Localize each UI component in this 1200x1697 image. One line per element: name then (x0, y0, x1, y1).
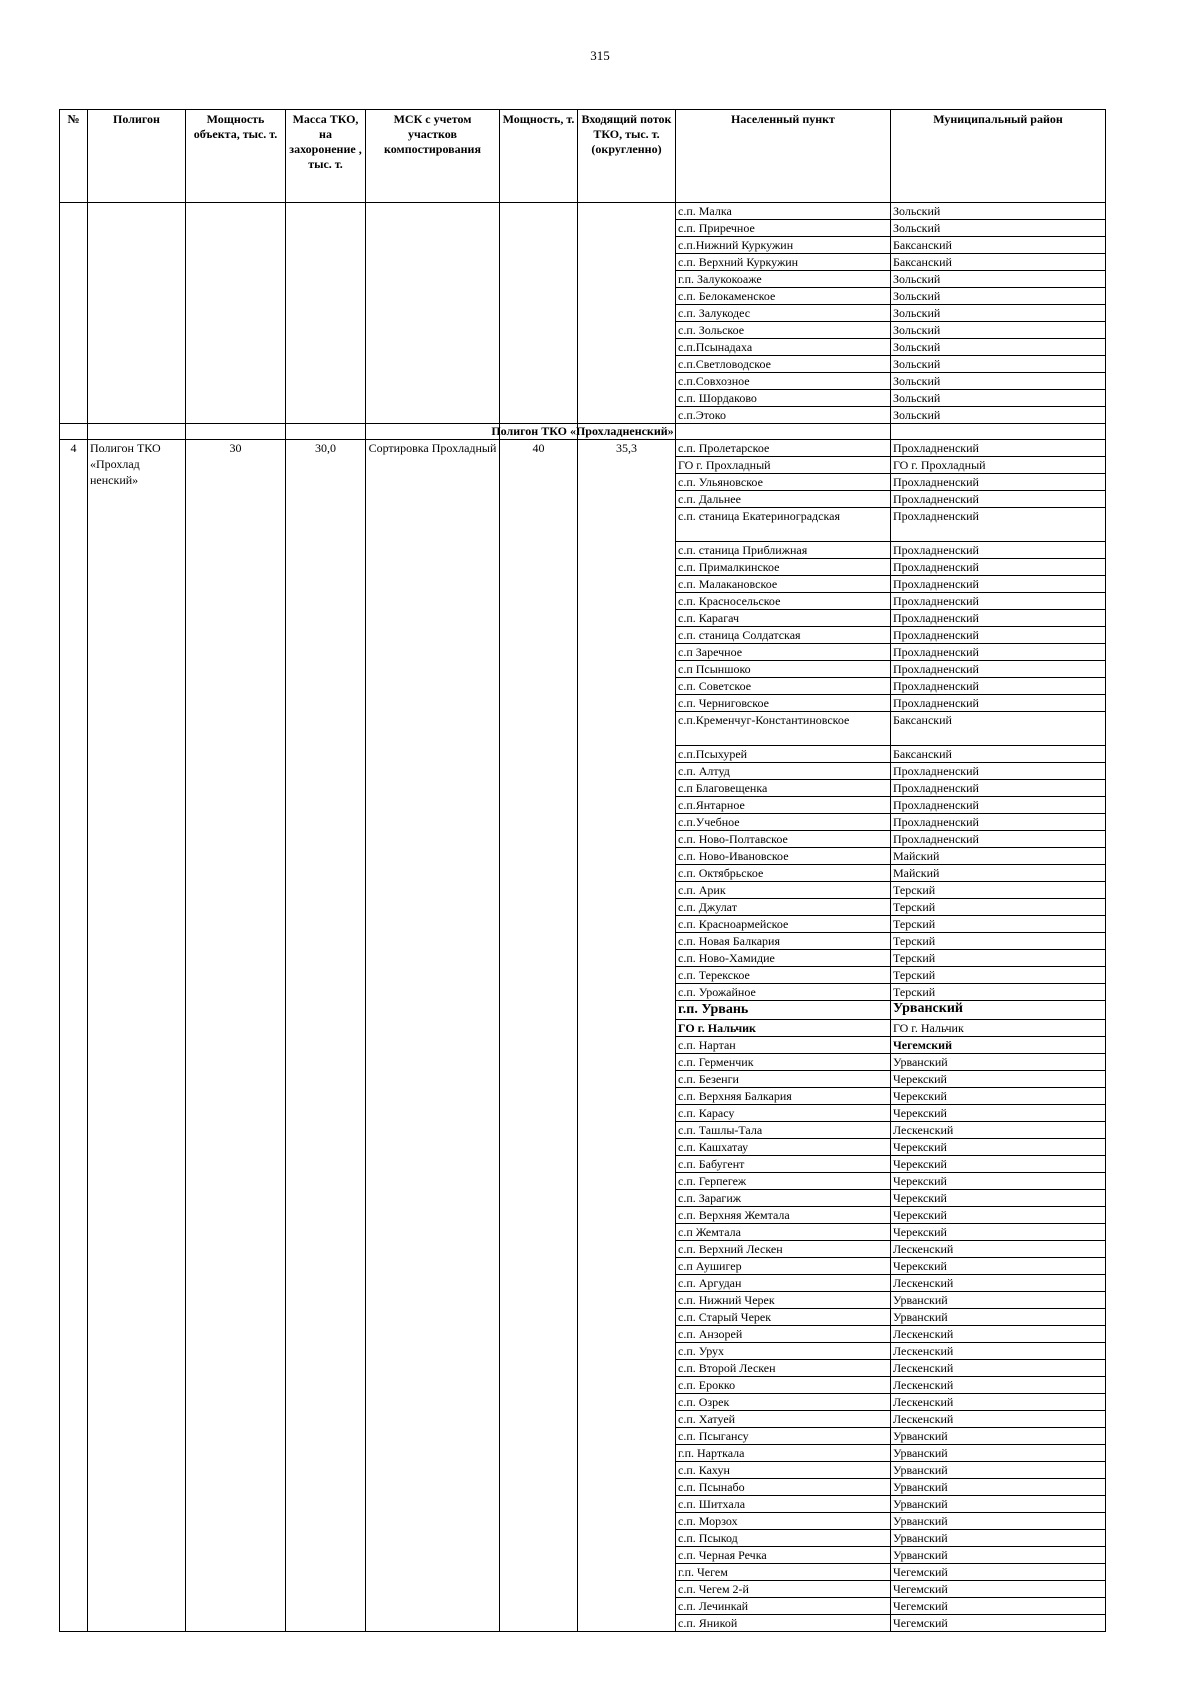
district-cell: Лескенский (891, 1122, 1106, 1139)
settlement-cell: с.п. Яникой (676, 1615, 891, 1632)
empty-cell (286, 339, 366, 356)
settlement-cell: с.п.Нижний Куркужин (676, 237, 891, 254)
settlement-cell: с.п Жемтала (676, 1224, 891, 1241)
district-cell: Зольский (891, 220, 1106, 237)
header-inflow: Входящий поток ТКО, тыс. т. (округленно) (578, 110, 676, 203)
empty-cell (500, 237, 578, 254)
district-cell: Чегемский (891, 1615, 1106, 1632)
district-cell: Чегемский (891, 1037, 1106, 1054)
district-cell: Урванский (891, 1309, 1106, 1326)
district-cell: Зольский (891, 322, 1106, 339)
district-cell: Прохладненский (891, 491, 1106, 508)
settlement-cell: с.п. Шордаково (676, 390, 891, 407)
settlement-cell: с.п.Этоко (676, 407, 891, 424)
district-cell: Лескенский (891, 1394, 1106, 1411)
empty-cell (500, 390, 578, 407)
empty-cell (88, 220, 186, 237)
district-cell: Урванский (891, 1479, 1106, 1496)
district-cell: Черекский (891, 1071, 1106, 1088)
settlement-cell: с.п. Октябрьское (676, 865, 891, 882)
settlement-cell: с.п. Старый Черек (676, 1309, 891, 1326)
polygon-mass: 30,0 (286, 440, 366, 1632)
empty-cell (578, 220, 676, 237)
settlement-cell: с.п. Советское (676, 678, 891, 695)
district-cell: Прохладненский (891, 474, 1106, 491)
district-cell: Черекский (891, 1105, 1106, 1122)
district-cell: Чегемский (891, 1564, 1106, 1581)
empty-cell (286, 254, 366, 271)
empty-cell (366, 203, 500, 220)
settlement-cell: с.п. Карасу (676, 1105, 891, 1122)
district-cell: Прохладненский (891, 644, 1106, 661)
empty-cell (186, 237, 286, 254)
empty-cell (500, 203, 578, 220)
settlement-cell: с.п. Безенги (676, 1071, 891, 1088)
empty-cell (186, 203, 286, 220)
polygon-number: 4 (60, 440, 88, 1632)
settlement-cell: с.п. Дальнее (676, 491, 891, 508)
empty-cell (60, 390, 88, 407)
settlement-cell: с.п. Нижний Черек (676, 1292, 891, 1309)
district-cell: Прохладненский (891, 576, 1106, 593)
district-cell: Черекский (891, 1088, 1106, 1105)
empty-cell (60, 203, 88, 220)
settlement-cell: с.п. Красносельское (676, 593, 891, 610)
empty-cell (88, 373, 186, 390)
settlement-cell: с.п. Зольское (676, 322, 891, 339)
district-cell: Прохладненский (891, 831, 1106, 848)
settlement-cell: с.п. Анзорей (676, 1326, 891, 1343)
district-cell: Урванский (891, 1054, 1106, 1071)
msk-capacity: 40 (500, 440, 578, 1632)
settlement-cell: с.п. Хатуей (676, 1411, 891, 1428)
empty-cell (578, 373, 676, 390)
empty-cell (578, 322, 676, 339)
district-cell: Черекский (891, 1207, 1106, 1224)
empty-cell (366, 220, 500, 237)
district-cell: Урванский (891, 1428, 1106, 1445)
district-cell: Прохладненский (891, 763, 1106, 780)
district-cell: Прохладненский (891, 440, 1106, 457)
section-row (60, 424, 1106, 440)
empty-cell (88, 390, 186, 407)
inflow-value: 35,3 (578, 440, 676, 1632)
district-cell: Прохладненский (891, 593, 1106, 610)
settlement-cell: с.п. Герменчик (676, 1054, 891, 1071)
empty-cell (578, 356, 676, 373)
empty-cell (366, 339, 500, 356)
empty-cell (60, 271, 88, 288)
header-row (60, 110, 1106, 203)
empty-cell (500, 271, 578, 288)
empty-cell (286, 356, 366, 373)
settlement-cell: с.п. Верхний Лескен (676, 1241, 891, 1258)
table-row (60, 220, 1106, 237)
district-cell: Лескенский (891, 1326, 1106, 1343)
settlement-cell: г.п. Чегем (676, 1564, 891, 1581)
empty-cell (88, 271, 186, 288)
empty-cell (500, 305, 578, 322)
district-cell: Терский (891, 984, 1106, 1001)
empty-cell (88, 305, 186, 322)
table-row (60, 390, 1106, 407)
empty-cell (286, 390, 366, 407)
empty-cell (60, 237, 88, 254)
district-cell: Черекский (891, 1139, 1106, 1156)
district-cell: Черекский (891, 1190, 1106, 1207)
district-cell: Зольский (891, 390, 1106, 407)
settlement-cell: с.п. Ново-Хамидие (676, 950, 891, 967)
settlement-cell: с.п. Алтуд (676, 763, 891, 780)
settlement-cell: с.п. Верхняя Жемтала (676, 1207, 891, 1224)
district-cell: Зольский (891, 288, 1106, 305)
empty-cell (366, 254, 500, 271)
empty-cell (286, 322, 366, 339)
empty-cell (286, 407, 366, 424)
district-cell: Урванский (891, 1530, 1106, 1547)
empty-cell (60, 407, 88, 424)
settlement-cell: с.п Благовещенка (676, 780, 891, 797)
msk-name: Сортировка Прохладный (366, 440, 500, 1632)
settlement-cell: с.п.Янтарное (676, 797, 891, 814)
header-capacity: Мощность объекта, тыс. т. (186, 110, 286, 203)
empty-cell (186, 220, 286, 237)
empty-cell (366, 237, 500, 254)
district-cell: Баксанский (891, 237, 1106, 254)
settlement-cell: с.п. Кашхатау (676, 1139, 891, 1156)
empty-cell (500, 322, 578, 339)
table-row (60, 356, 1106, 373)
empty-cell (88, 356, 186, 373)
district-cell: Лескенский (891, 1360, 1106, 1377)
settlement-cell: с.п. Урожайное (676, 984, 891, 1001)
settlement-cell: с.п. Псыгансу (676, 1428, 891, 1445)
settlement-cell: с.п. Арик (676, 882, 891, 899)
settlement-cell: с.п. Верхний Куркужин (676, 254, 891, 271)
table-row (60, 373, 1106, 390)
district-cell: Черекский (891, 1224, 1106, 1241)
settlement-cell: с.п. Ерокко (676, 1377, 891, 1394)
table-row (60, 322, 1106, 339)
header-district: Муниципальный район (891, 110, 1106, 203)
settlement-cell: с.п. Герпегеж (676, 1173, 891, 1190)
settlement-cell: с.п. Малакановское (676, 576, 891, 593)
settlement-cell: с.п. Псыкод (676, 1530, 891, 1547)
empty-cell (186, 254, 286, 271)
settlement-cell: с.п. Белокаменское (676, 288, 891, 305)
district-cell: Терский (891, 882, 1106, 899)
district-cell: Черекский (891, 1173, 1106, 1190)
landfill-table (59, 109, 1106, 1632)
empty-cell (186, 322, 286, 339)
settlement-cell: с.п.Светловодское (676, 356, 891, 373)
district-cell: Урванский (891, 1496, 1106, 1513)
district-cell: Урванский (891, 1001, 1106, 1020)
settlement-cell: с.п.Учебное (676, 814, 891, 831)
empty-cell (286, 305, 366, 322)
settlement-cell: с.п. станица Приближная (676, 542, 891, 559)
previous-polygon-rows (60, 203, 1106, 424)
district-cell: Прохладненский (891, 508, 1106, 542)
settlement-cell: с.п. Урух (676, 1343, 891, 1360)
table-row (60, 254, 1106, 271)
district-cell: Зольский (891, 407, 1106, 424)
settlement-cell: с.п. Второй Лескен (676, 1360, 891, 1377)
settlement-cell: г.п. Залукокоаже (676, 271, 891, 288)
district-cell: ГО г. Нальчик (891, 1020, 1106, 1037)
district-cell: Майский (891, 848, 1106, 865)
settlement-cell: с.п. Пролетарское (676, 440, 891, 457)
settlement-cell: с.п. станица Екатериноградская (676, 508, 891, 542)
district-cell: Лескенский (891, 1275, 1106, 1292)
empty-cell (186, 339, 286, 356)
empty-cell (286, 237, 366, 254)
district-cell: Черекский (891, 1156, 1106, 1173)
empty-cell (286, 271, 366, 288)
settlement-cell: с.п. Карагач (676, 610, 891, 627)
empty-cell (286, 373, 366, 390)
empty-cell (578, 339, 676, 356)
district-cell: Зольский (891, 356, 1106, 373)
settlement-cell: с.п. станица Солдатская (676, 627, 891, 644)
settlement-cell: с.п. Черниговское (676, 695, 891, 712)
empty-cell (186, 373, 286, 390)
district-cell: Зольский (891, 203, 1106, 220)
district-cell: Зольский (891, 339, 1106, 356)
district-cell: Баксанский (891, 746, 1106, 763)
settlement-cell: г.п. Урвань (676, 1001, 891, 1020)
settlement-cell: с.п Заречное (676, 644, 891, 661)
settlement-cell: с.п. Бабугент (676, 1156, 891, 1173)
settlement-cell: с.п. Ульяновское (676, 474, 891, 491)
empty-cell (60, 254, 88, 271)
settlement-cell: с.п. Приречное (676, 220, 891, 237)
settlement-cell: с.п. Залукодес (676, 305, 891, 322)
district-cell: Терский (891, 933, 1106, 950)
empty-cell (88, 322, 186, 339)
district-cell: Терский (891, 950, 1106, 967)
empty-cell (500, 356, 578, 373)
settlement-cell: с.п. Морзох (676, 1513, 891, 1530)
district-cell: Урванский (891, 1445, 1106, 1462)
settlement-cell: с.п. Верхняя Балкария (676, 1088, 891, 1105)
district-cell: Баксанский (891, 254, 1106, 271)
table-row (60, 339, 1106, 356)
empty-cell (88, 254, 186, 271)
empty-cell (500, 373, 578, 390)
settlement-cell: ГО г. Прохладный (676, 457, 891, 474)
district-cell: Лескенский (891, 1377, 1106, 1394)
settlement-cell: с.п. Прималкинское (676, 559, 891, 576)
header-mass: Масса ТКО, на захоронение , тыс. т. (286, 110, 366, 203)
empty-cell (578, 203, 676, 220)
settlement-cell: с.п. Лечинкай (676, 1598, 891, 1615)
district-cell: Терский (891, 899, 1106, 916)
empty-cell (60, 305, 88, 322)
empty-cell (88, 339, 186, 356)
district-cell: Лескенский (891, 1343, 1106, 1360)
empty-cell (286, 288, 366, 305)
settlement-cell: с.п. Псынабо (676, 1479, 891, 1496)
empty-cell (60, 356, 88, 373)
settlement-cell: с.п Псыншоко (676, 661, 891, 678)
settlement-cell: с.п. Ташлы-Тала (676, 1122, 891, 1139)
settlement-cell: с.п.Псыхурей (676, 746, 891, 763)
empty-cell (578, 254, 676, 271)
district-cell: Чегемский (891, 1598, 1106, 1615)
empty-cell (60, 373, 88, 390)
district-cell: Урванский (891, 1547, 1106, 1564)
empty-cell (500, 339, 578, 356)
empty-cell (88, 237, 186, 254)
empty-cell (366, 322, 500, 339)
settlement-cell: с.п. Джулат (676, 899, 891, 916)
empty-cell (186, 271, 286, 288)
empty-cell (60, 339, 88, 356)
district-cell: Зольский (891, 271, 1106, 288)
district-cell: Зольский (891, 305, 1106, 322)
polygon-name: Полигон ТКО «Прохлад ненский» (88, 440, 186, 1632)
district-cell: Урванский (891, 1292, 1106, 1309)
settlement-cell: с.п. Красноармейское (676, 916, 891, 933)
empty-cell (366, 390, 500, 407)
empty-cell (60, 322, 88, 339)
empty-cell (186, 407, 286, 424)
district-cell: Прохладненский (891, 797, 1106, 814)
district-cell: Лескенский (891, 1411, 1106, 1428)
settlement-cell: с.п. Новая Балкария (676, 933, 891, 950)
empty-cell (186, 390, 286, 407)
empty-cell (60, 220, 88, 237)
district-cell: Прохладненский (891, 814, 1106, 831)
district-cell: Урванский (891, 1513, 1106, 1530)
district-cell: Прохладненский (891, 695, 1106, 712)
settlement-cell: с.п. Зарагиж (676, 1190, 891, 1207)
settlement-cell: с.п. Аргудан (676, 1275, 891, 1292)
district-cell: Прохладненский (891, 678, 1106, 695)
empty-cell (286, 203, 366, 220)
district-cell: Майский (891, 865, 1106, 882)
table-row (60, 237, 1106, 254)
settlement-cell: с.п.Псынадаха (676, 339, 891, 356)
empty-cell (88, 203, 186, 220)
empty-cell (500, 288, 578, 305)
table-row (60, 305, 1106, 322)
settlement-cell: с.п. Нартан (676, 1037, 891, 1054)
district-cell: Черекский (891, 1258, 1106, 1275)
settlement-cell: с.п. Кахун (676, 1462, 891, 1479)
empty-cell (500, 407, 578, 424)
settlement-cell: с.п. Черная Речка (676, 1547, 891, 1564)
empty-cell (578, 237, 676, 254)
empty-cell (578, 288, 676, 305)
empty-cell (88, 407, 186, 424)
district-cell: Баксанский (891, 712, 1106, 746)
settlement-cell: с.п. Шитхала (676, 1496, 891, 1513)
empty-cell (186, 288, 286, 305)
settlement-cell: с.п.Совхозное (676, 373, 891, 390)
empty-cell (578, 271, 676, 288)
district-cell: Терский (891, 916, 1106, 933)
empty-cell (366, 305, 500, 322)
empty-cell (578, 390, 676, 407)
header-msk: МСК с учетом участков компостирования (366, 110, 500, 203)
table-row (60, 271, 1106, 288)
settlement-cell: с.п. Озрек (676, 1394, 891, 1411)
table-row (60, 407, 1106, 424)
empty-cell (366, 373, 500, 390)
district-cell: Урванский (891, 1462, 1106, 1479)
district-cell: Терский (891, 967, 1106, 984)
district-cell: Прохладненский (891, 610, 1106, 627)
district-cell: Прохладненский (891, 627, 1106, 644)
empty-cell (186, 305, 286, 322)
district-cell: Лескенский (891, 1241, 1106, 1258)
settlement-cell: г.п. Нарткала (676, 1445, 891, 1462)
empty-cell (186, 356, 286, 373)
settlement-cell: с.п Аушигер (676, 1258, 891, 1275)
empty-cell (500, 220, 578, 237)
district-cell: Зольский (891, 373, 1106, 390)
table-row (60, 288, 1106, 305)
empty-cell (60, 288, 88, 305)
empty-cell (366, 356, 500, 373)
district-cell: Чегемский (891, 1581, 1106, 1598)
district-cell: Прохладненский (891, 661, 1106, 678)
table-row (60, 203, 1106, 220)
header-settlement: Населенный пункт (676, 110, 891, 203)
district-cell: ГО г. Прохладный (891, 457, 1106, 474)
settlement-cell: с.п.Кременчуг-Константиновское (676, 712, 891, 746)
empty-cell (286, 220, 366, 237)
settlement-cell: с.п. Ново-Полтавское (676, 831, 891, 848)
empty-cell (88, 288, 186, 305)
settlement-cell: с.п. Ново-Ивановское (676, 848, 891, 865)
settlement-cell: с.п. Чегем 2-й (676, 1581, 891, 1598)
settlement-cell: с.п. Малка (676, 203, 891, 220)
empty-cell (578, 305, 676, 322)
header-num: № (60, 110, 88, 203)
polygon-4-rows (60, 440, 1106, 1632)
district-cell: Прохладненский (891, 780, 1106, 797)
district-cell: Прохладненский (891, 542, 1106, 559)
settlement-cell: ГО г. Нальчик (676, 1020, 891, 1037)
empty-cell (366, 407, 500, 424)
page-number: 315 (590, 48, 610, 63)
section-title: Полигон ТКО «Прохладненский» (60, 424, 1106, 440)
settlement-cell: с.п. Терекское (676, 967, 891, 984)
header-msk-capacity: Мощность, т. (500, 110, 578, 203)
empty-cell (578, 407, 676, 424)
empty-cell (366, 288, 500, 305)
section-heading (60, 424, 1106, 440)
header-polygon: Полигон (88, 110, 186, 203)
district-cell: Прохладненский (891, 559, 1106, 576)
table-row (60, 440, 1106, 457)
empty-cell (366, 271, 500, 288)
polygon-capacity: 30 (186, 440, 286, 1632)
empty-cell (500, 254, 578, 271)
